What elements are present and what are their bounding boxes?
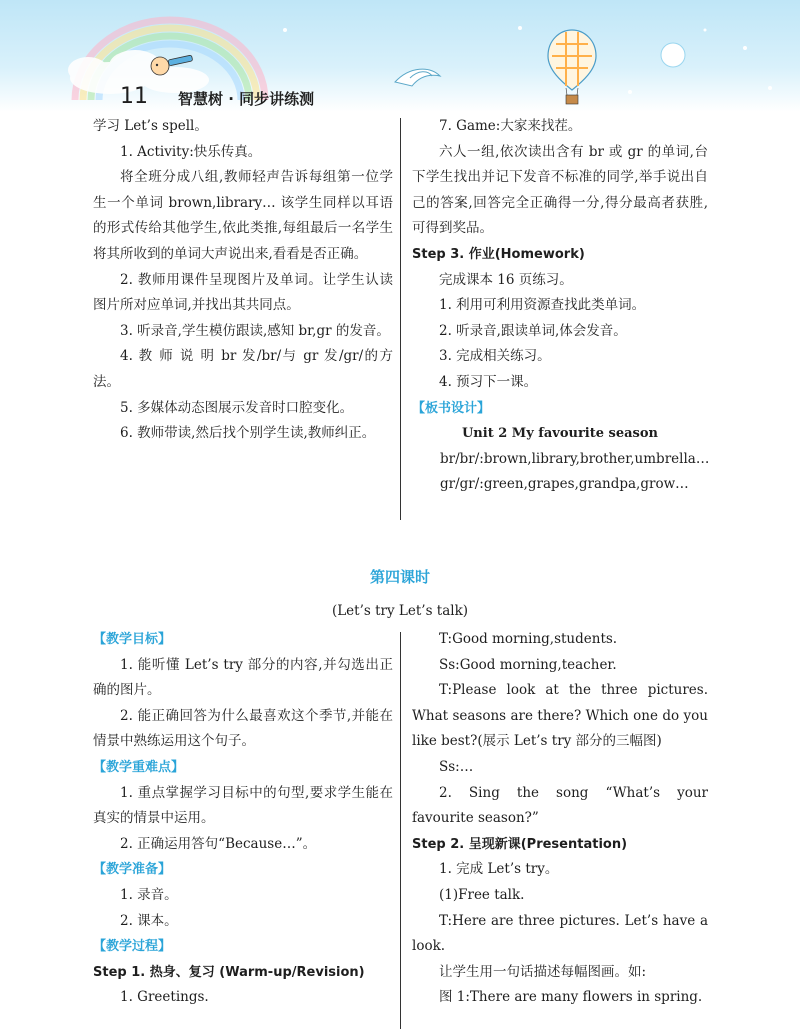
paragraph: 1. 利用可利用资源查找此类单词。 [439, 297, 646, 314]
paragraph: 2. Sing the song “What’s your favourite season?” [412, 784, 708, 827]
paragraph: 3. 完成相关练习。 [439, 348, 551, 365]
column-divider [400, 632, 401, 1029]
board-unit-title: Unit 2 My favourite season [461, 426, 659, 442]
step-heading: Step 1. 热身、复习 (Warm-up/Revision) [93, 964, 365, 980]
paragraph: 1. Activity:快乐传真。 [120, 143, 262, 160]
paragraph: Ss:… [439, 758, 474, 775]
page-number: 11 [120, 84, 148, 109]
paragraph: 1. Greetings. [120, 989, 209, 1006]
paragraph: T:Here are three pictures. Let’s have a look. [412, 912, 708, 955]
paragraph: 3. 听录音,学生模仿跟读,感知 br,gr 的发音。 [120, 322, 390, 339]
column-divider [400, 118, 401, 520]
bottom-left-column [93, 627, 393, 1011]
paragraph: T:Please look at the three pictures. What seasons are there? Which one do you like best?(展示 Let’s try 部分的三幅图) [412, 682, 708, 750]
paragraph: Ss:Good morning,teacher. [439, 656, 617, 673]
paragraph: 六人一组,依次读出含有 br 或 gr 的单词,台下学生找出并记下发音不标准的同学,举手说出自己的答案,回答完全正确得一分,得分最高者获胜,可得到奖品。 [412, 143, 708, 237]
paragraph: 5. 多媒体动态图展示发音时口腔变化。 [120, 399, 354, 416]
paragraph: 2. 教师用课件呈现图片及单词。让学生认读图片所对应单词,并找出其共同点。 [93, 271, 393, 314]
paragraph: 2. 课本。 [120, 912, 178, 929]
lesson-title: 第四课时 [369, 568, 430, 586]
bird-illustration [395, 69, 440, 86]
paragraph: 4. 预习下一课。 [439, 373, 538, 390]
paragraph: 将全班分成八组,教师轻声告诉每组第一位学生一个单词 brown,library… 该学生同样以耳语的形式传给其他学生,依此类推,每组最后一名学生将其所收到的单词大声说出来,看看是否正确。 [93, 169, 393, 262]
paragraph: 2. 能正确回答为什么最喜欢这个季节,并能在情景中熟练运用这个句子。 [93, 707, 393, 750]
paragraph: 1. 完成 Let’s try。 [439, 861, 559, 878]
sun-illustration [661, 43, 685, 67]
paragraph: 4. 教 师 说 明 br 发/br/与 gr 发/gr/的方法。 [93, 348, 393, 390]
top-right-column [412, 114, 708, 498]
sparkle-illustration [283, 26, 772, 94]
step-heading: Step 3. 作业(Homework) [412, 246, 585, 262]
section-heading: 【教学重难点】 [93, 759, 185, 775]
board-line: br/br/:brown,library,brother,umbrella… [440, 450, 710, 467]
paragraph: 6. 教师带读,然后找个别学生读,教师纠正。 [120, 425, 376, 442]
board-line: gr/gr/:green,grapes,grandpa,grow… [440, 476, 689, 493]
paragraph: 1. 能听懂 Let’s try 部分的内容,并勾选出正确的图片。 [93, 656, 393, 699]
paragraph: 2. 听录音,跟读单词,体会发音。 [439, 322, 627, 339]
paragraph: 1. 重点掌握学习目标中的句型,要求学生能在真实的情景中运用。 [93, 784, 393, 827]
paragraph: 7. Game:大家来找茬。 [439, 118, 582, 134]
section-heading: 【教学过程】 [93, 939, 172, 955]
section-heading: 【教学准备】 [93, 862, 172, 878]
top-left-column [93, 114, 393, 447]
step-heading: Step 2. 呈现新课(Presentation) [412, 836, 628, 852]
lesson-subtitle: (Let’s try Let’s talk) [331, 603, 469, 619]
section-heading: 【教学目标】 [93, 632, 172, 647]
book-title: 智慧树 · 同步讲练测 [178, 90, 315, 108]
paragraph: 学习 Let’s spell。 [93, 118, 208, 134]
paragraph: T:Good morning,students. [439, 631, 618, 647]
bottom-right-column [412, 627, 708, 1011]
paragraph: 让学生用一句话描述每幅图画。如: [439, 963, 647, 980]
section-heading: 【板书设计】 [412, 400, 491, 416]
page-header [0, 0, 800, 112]
paragraph: (1)Free talk. [439, 886, 525, 903]
paragraph: 2. 正确运用答句“Because…”。 [120, 835, 317, 852]
paragraph: 1. 录音。 [120, 886, 178, 903]
balloon-illustration [548, 30, 596, 104]
paragraph: 完成课本 16 页练习。 [439, 271, 573, 288]
paragraph: 图 1:There are many flowers in spring. [439, 989, 703, 1006]
